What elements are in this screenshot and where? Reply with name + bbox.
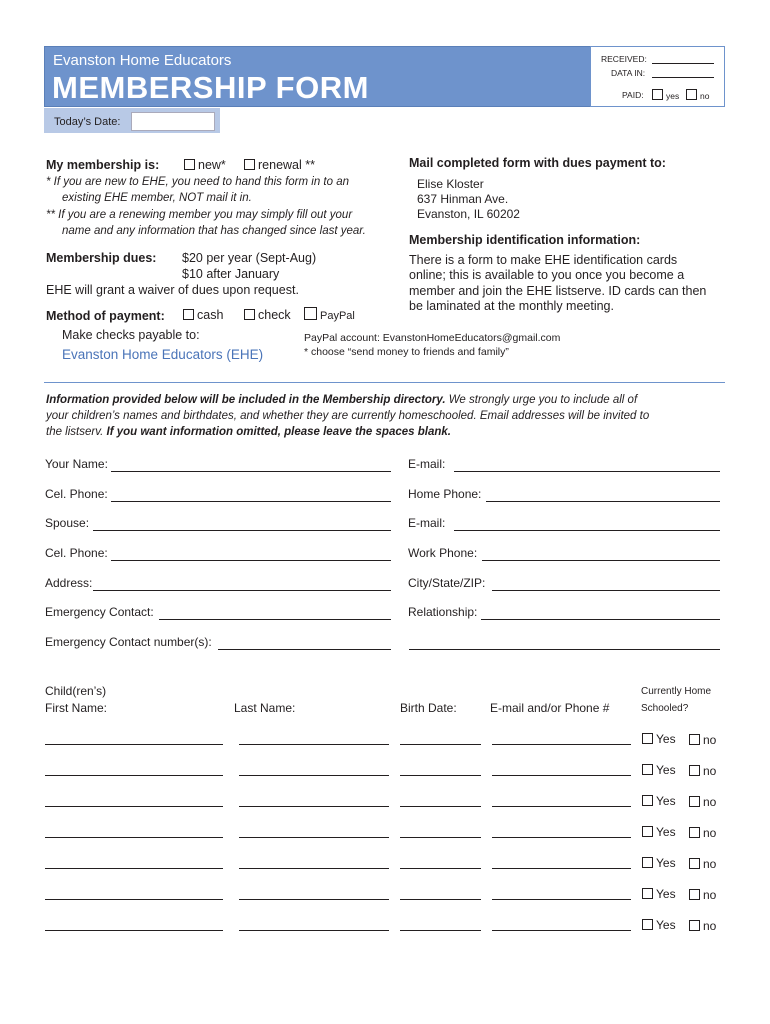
email1-label: E-mail: xyxy=(408,457,446,471)
paid-no-label: no xyxy=(700,91,710,101)
work-phone-field[interactable] xyxy=(482,546,720,561)
emergency-contact-field[interactable] xyxy=(159,605,391,620)
check-label: check xyxy=(258,308,291,322)
payee-name: Evanston Home Educators (EHE) xyxy=(62,347,264,362)
home-phone-label: Home Phone: xyxy=(408,487,482,501)
directory-note-line3 xyxy=(46,426,451,438)
email2-field[interactable] xyxy=(454,516,720,531)
home-phone-field[interactable] xyxy=(486,487,720,502)
child-homeschool-yes-checkbox[interactable] xyxy=(642,795,653,806)
received-field[interactable] xyxy=(652,54,714,64)
child-homeschool-yes-checkbox[interactable] xyxy=(642,857,653,868)
child-last-name-field[interactable] xyxy=(239,868,389,869)
cel1-label: Cel. Phone: xyxy=(45,487,108,501)
no-label: no xyxy=(703,826,717,840)
child-homeschool-yes-option[interactable] xyxy=(642,732,676,746)
cel2-field[interactable] xyxy=(111,546,391,561)
col-last-name: Last Name: xyxy=(234,701,296,715)
child-homeschool-no-checkbox[interactable] xyxy=(689,827,700,838)
child-homeschool-yes-option[interactable] xyxy=(642,763,676,777)
id-heading: Membership identification information: xyxy=(409,233,641,247)
note-renew-line2: name and any information that has changed since last year. xyxy=(62,225,366,237)
child-first-name-field[interactable] xyxy=(45,744,223,745)
email1-field[interactable] xyxy=(454,457,720,472)
child-homeschool-no-checkbox[interactable] xyxy=(689,920,700,931)
note-renew-line1: ** If you are a renewing member you may simply fill out your xyxy=(46,209,353,221)
child-birth-date-field[interactable] xyxy=(400,837,481,838)
child-first-name-field[interactable] xyxy=(45,868,223,869)
child-last-name-field[interactable] xyxy=(239,837,389,838)
city-state-zip-field[interactable] xyxy=(492,576,720,591)
no-label: no xyxy=(703,857,717,871)
cel1-field[interactable] xyxy=(111,487,391,502)
address-label: Address: xyxy=(45,576,93,590)
todays-date-label: Today’s Date: xyxy=(54,116,121,128)
col-first-name-line1: Child(ren’s) xyxy=(45,684,107,698)
spouse-field[interactable] xyxy=(93,516,391,531)
paid-no-option[interactable] xyxy=(686,89,709,101)
child-last-name-field[interactable] xyxy=(239,930,389,931)
note-new-line1: * If you are new to EHE, you need to hand this form in to an xyxy=(46,176,350,188)
child-birth-date-field[interactable] xyxy=(400,899,481,900)
paypal-checkbox[interactable] xyxy=(304,307,317,320)
cash-label: cash xyxy=(197,308,224,322)
address-field[interactable] xyxy=(93,576,391,591)
child-contact-field[interactable] xyxy=(492,930,631,931)
child-homeschool-yes-checkbox[interactable] xyxy=(642,919,653,930)
paypal-label: PayPal xyxy=(320,310,355,322)
child-contact-field[interactable] xyxy=(492,744,631,745)
directory-note-text2: the listserv. xyxy=(46,426,107,438)
yes-label: Yes xyxy=(656,732,676,746)
renewal-label: renewal ** xyxy=(258,158,315,172)
yes-label: Yes xyxy=(656,887,676,901)
paypal-account: PayPal account: EvanstonHomeEducators@gmail.com xyxy=(304,332,561,344)
no-label: no xyxy=(703,888,717,902)
membership-renewal-option[interactable] xyxy=(244,158,315,172)
child-homeschool-yes-option[interactable] xyxy=(642,856,676,870)
section-divider xyxy=(44,382,725,383)
child-birth-date-field[interactable] xyxy=(400,868,481,869)
payment-check-option[interactable] xyxy=(244,308,291,322)
col-homeschooled-line2: Schooled? xyxy=(641,703,689,714)
dues-line2: $10 after January xyxy=(182,267,280,281)
form-title: MEMBERSHIP FORM xyxy=(52,70,369,105)
mail-street: 637 Hinman Ave. xyxy=(417,192,509,206)
directory-note-bold2: If you want information omitted, please leave the spaces blank. xyxy=(106,426,451,438)
child-birth-date-field[interactable] xyxy=(400,930,481,931)
payment-paypal-option[interactable] xyxy=(304,307,355,322)
paid-yes-option[interactable] xyxy=(652,89,679,101)
child-homeschool-yes-option[interactable] xyxy=(642,887,676,901)
data-in-label: DATA IN: xyxy=(611,68,646,78)
child-homeschool-no-option[interactable] xyxy=(689,919,716,933)
child-homeschool-yes-option[interactable] xyxy=(642,794,676,808)
child-homeschool-yes-checkbox[interactable] xyxy=(642,888,653,899)
child-contact-field[interactable] xyxy=(492,837,631,838)
relationship-label: Relationship: xyxy=(408,605,478,619)
child-first-name-field[interactable] xyxy=(45,806,223,807)
id-line3: member and join the EHE listserve. ID cards can then xyxy=(409,284,707,298)
email2-label: E-mail: xyxy=(408,516,446,530)
org-name: Evanston Home Educators xyxy=(53,52,232,69)
child-first-name-field[interactable] xyxy=(45,899,223,900)
renewal-checkbox[interactable] xyxy=(244,159,255,170)
yes-label: Yes xyxy=(656,794,676,808)
received-label: RECEIVED: xyxy=(601,54,647,64)
col-first-name-line2: First Name: xyxy=(45,701,108,715)
id-line2: online; this is available to you once you become a xyxy=(409,268,685,282)
id-line4: be laminated at the monthly meeting. xyxy=(409,299,614,313)
waiver-text: EHE will grant a waiver of dues upon request. xyxy=(46,283,299,297)
emergency-numbers-field[interactable] xyxy=(218,635,391,650)
child-contact-field[interactable] xyxy=(492,775,631,776)
child-first-name-field[interactable] xyxy=(45,775,223,776)
no-label: no xyxy=(703,733,717,747)
child-homeschool-yes-checkbox[interactable] xyxy=(642,826,653,837)
child-homeschool-yes-checkbox[interactable] xyxy=(642,733,653,744)
directory-note-line2: your children’s names and birthdates, and whether they are currently homeschooled. Email addresses will be invited to xyxy=(46,410,650,422)
cash-checkbox[interactable] xyxy=(183,309,194,320)
work-phone-label: Work Phone: xyxy=(408,546,478,560)
child-contact-field[interactable] xyxy=(492,899,631,900)
child-first-name-field[interactable] xyxy=(45,837,223,838)
yes-label: Yes xyxy=(656,825,676,839)
dues-label: Membership dues: xyxy=(46,251,157,265)
no-label: no xyxy=(703,919,717,933)
paid-label: PAID: xyxy=(622,90,644,100)
directory-note-text: We strongly urge you to include all of xyxy=(445,394,638,406)
new-label: new* xyxy=(198,158,226,172)
child-homeschool-yes-option[interactable] xyxy=(642,825,676,839)
child-homeschool-no-option[interactable] xyxy=(689,857,716,871)
emergency-numbers-field-2[interactable] xyxy=(409,635,720,650)
yes-label: Yes xyxy=(656,918,676,932)
child-homeschool-no-option[interactable] xyxy=(689,795,716,809)
id-line1: There is a form to make EHE identification cards xyxy=(409,253,678,267)
your-name-field[interactable] xyxy=(111,457,391,472)
membership-new-option[interactable] xyxy=(184,158,226,172)
data-in-field[interactable] xyxy=(652,68,714,78)
no-label: no xyxy=(703,795,717,809)
cel2-label: Cel. Phone: xyxy=(45,546,108,560)
payment-cash-option[interactable] xyxy=(183,308,223,322)
spouse-label: Spouse: xyxy=(45,516,90,530)
child-last-name-field[interactable] xyxy=(239,775,389,776)
col-contact: E-mail and/or Phone # xyxy=(490,701,610,715)
new-checkbox[interactable] xyxy=(184,159,195,170)
child-homeschool-no-checkbox[interactable] xyxy=(689,734,700,745)
paid-yes-checkbox[interactable] xyxy=(652,89,663,100)
relationship-field[interactable] xyxy=(481,605,720,620)
payment-label: Method of payment: xyxy=(46,309,165,323)
directory-note-line1 xyxy=(46,394,637,406)
child-homeschool-no-option[interactable] xyxy=(689,733,716,747)
no-label: no xyxy=(703,764,717,778)
child-last-name-field[interactable] xyxy=(239,899,389,900)
child-contact-field[interactable] xyxy=(492,868,631,869)
child-birth-date-field[interactable] xyxy=(400,775,481,776)
mail-city: Evanston, IL 60202 xyxy=(417,207,520,221)
child-homeschool-no-checkbox[interactable] xyxy=(689,858,700,869)
child-homeschool-no-checkbox[interactable] xyxy=(689,889,700,900)
checks-payable-label: Make checks payable to: xyxy=(62,328,200,342)
membership-label: My membership is: xyxy=(46,158,160,172)
col-homeschooled-line1: Currently Home xyxy=(641,686,712,697)
child-birth-date-field[interactable] xyxy=(400,806,481,807)
paid-no-checkbox[interactable] xyxy=(686,89,697,100)
child-homeschool-yes-checkbox[interactable] xyxy=(642,764,653,775)
child-homeschool-no-option[interactable] xyxy=(689,888,716,902)
child-contact-field[interactable] xyxy=(492,806,631,807)
todays-date-field[interactable] xyxy=(131,112,215,131)
yes-label: Yes xyxy=(656,856,676,870)
child-birth-date-field[interactable] xyxy=(400,744,481,745)
child-first-name-field[interactable] xyxy=(45,930,223,931)
dues-line1: $20 per year (Sept-Aug) xyxy=(182,251,317,265)
child-homeschool-no-checkbox[interactable] xyxy=(689,765,700,776)
col-birth-date: Birth Date: xyxy=(400,701,457,715)
paypal-note: * choose “send money to friends and family” xyxy=(304,346,509,358)
emergency-contact-label: Emergency Contact: xyxy=(45,605,154,619)
check-checkbox[interactable] xyxy=(244,309,255,320)
note-new-line2: existing EHE member, NOT mail it in. xyxy=(62,192,252,204)
child-homeschool-no-option[interactable] xyxy=(689,764,716,778)
emergency-numbers-label: Emergency Contact number(s): xyxy=(45,635,212,649)
child-homeschool-yes-option[interactable] xyxy=(642,918,676,932)
child-last-name-field[interactable] xyxy=(239,744,389,745)
child-homeschool-no-checkbox[interactable] xyxy=(689,796,700,807)
child-last-name-field[interactable] xyxy=(239,806,389,807)
directory-note-bold: Information provided below will be included in the Membership directory. xyxy=(46,394,446,406)
mail-heading: Mail completed form with dues payment to: xyxy=(409,156,666,170)
your-name-label: Your Name: xyxy=(45,457,108,471)
paid-yes-label: yes xyxy=(666,91,680,101)
mail-name: Elise Kloster xyxy=(417,177,484,191)
child-homeschool-no-option[interactable] xyxy=(689,826,716,840)
yes-label: Yes xyxy=(656,763,676,777)
city-state-zip-label: City/State/ZIP: xyxy=(408,576,486,590)
